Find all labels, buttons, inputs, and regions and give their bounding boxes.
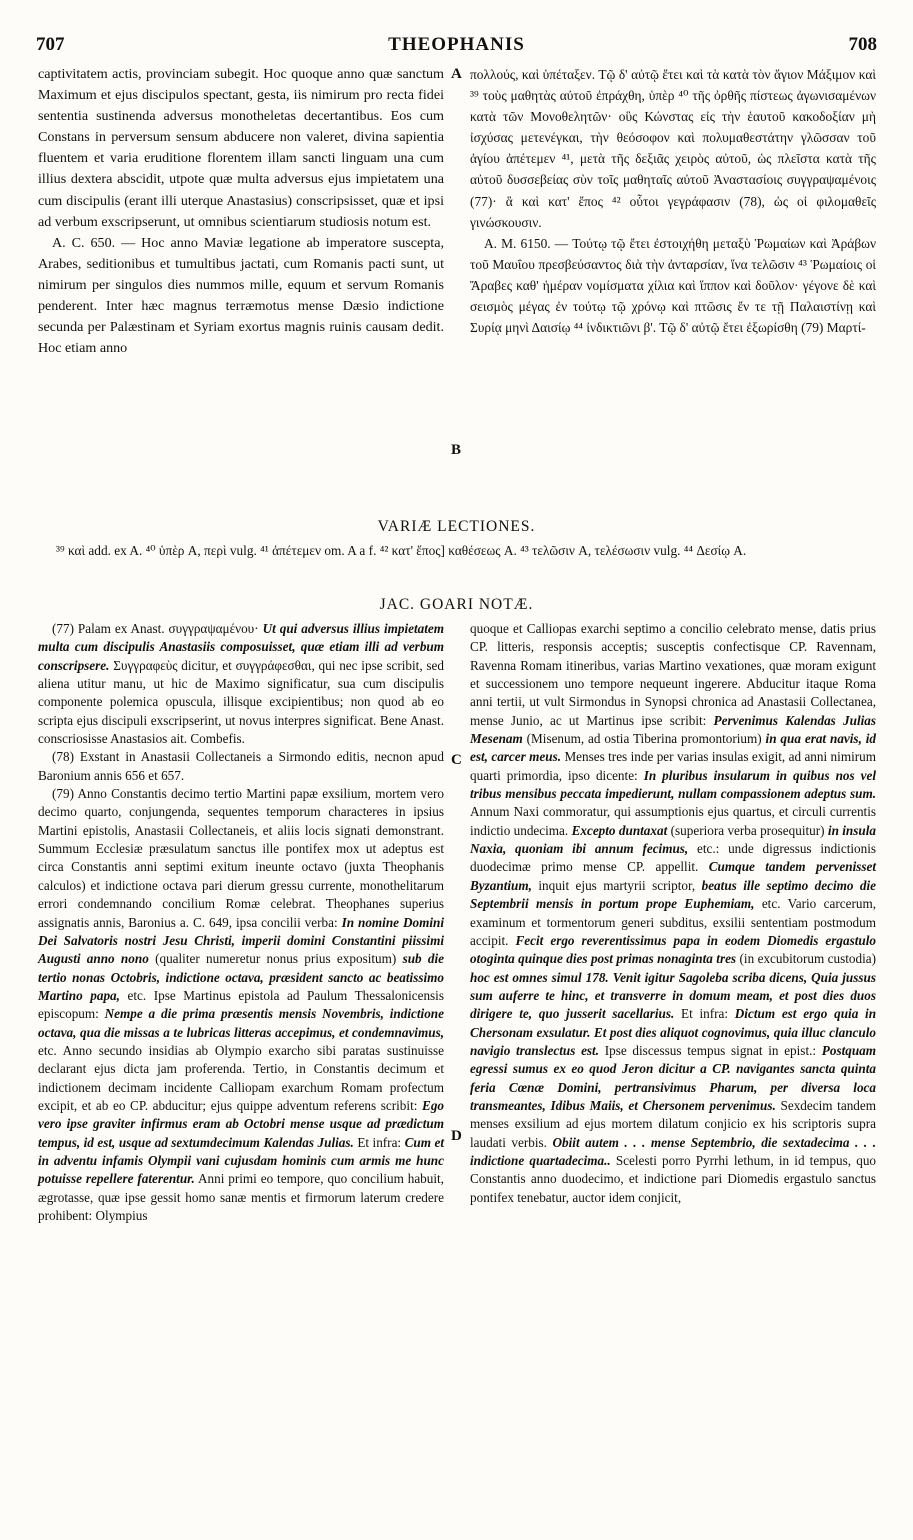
greek-paragraph-1: πολλούς, καὶ ὑπέταξεν. Τῷ δ' αὐτῷ ἔτει καὶ τὰ κατὰ τὸν ἅγιον Μάξιμον καὶ ³⁹ τοὺς μαθητὰς αὐτοῦ ἐπράχθη, ὑπὲρ ⁴⁰ τῆς ὀρθῆς πίστεως ἀγωνισαμένων κατὰ τῶν Μονοθελητῶν· οὓς Κώνστας εἰς τὴν ἑαυτοῦ κακοδοξίαν μὴ ἰσχύσας μετενέγκαι, τὴν θεόσοφον καὶ πολυμαθεστάτην γλῶσσαν τοῦ ἁγίου ἀπέτεμεν ⁴¹, μετὰ τῆς δεξιᾶς χειρὸς αὐτοῦ, ὡς πλεῖστα κατὰ τῆς αὐτοῦ δυσσεβείας σὺν τοῖς μαθηταῖς αὐτοῦ Ἀναστασίοις συγγραψαμένοις (77)· ἃ καὶ κατ' ἔπος ⁴² οὗτοι γεγράφασιν (78), ὡς οἱ φιλομαθεῖς γινώσκουσιν. [470,67,876,230]
margin-marker-d: D [451,1128,462,1144]
note-79-continued: quoque et Calliopas exarchi septimo a concilio celebrato mense, datis prius CP. litteris, responsis acceptis; susceptis confectisque CP. Ravennam, Ravenna Romam itineribus, varias Martino vexationes, quæ moram exigunt et successionem uno tempore nequeunt ingerere. Abducitur itaque Roma anni tertii, ut vult Sirmondus in Synopsi chronica ad Anastasii Collectanea, mense Junio, ac ut Martinus ipse scribit: Pervenimus Kalendas Julias Mesenam (Misenum, ad ostia Tiberina promontorium) in qua erat navis, id est, carcer meus. Menses tres inde per varias insulas exigit, ad anni nimirum quarti primordia, ipso dicente: In pluribus insularum in quibus nos vel tribus mensibus peccata impedierunt, nullam compassionem adeptus sum. Annum Naxi commoratur, qui assumptionis ejus quartus, et circuli currentis indictio undecima. Excepto duntaxat (superiora verba prosequitur) in insula Naxia, quoniam ibi annum fecimus, etc.: unde digressus indictionis duodecimæ primo mense CP. appellit. Cumque tandem pervenisset Byzantium, inquit ejus martyrii scriptor, beatus ille septimo decimo die Septembrii mensis in portum prope Euphemiam, etc. Vario carcerum, examinum et tormentorum generi subditus, exsilii sententiam postmodum accipit. Fecit ergo reverentissimus papa in eodem Diomedis ergastulo otoginta quinque dies post primas nonaginta tres (in excubitorum custodia) hoc est omnes simul 178. Venit igitur Sagoleba scriba dicens, Quia jussus sum auferre te hinc, et transverre in domum meam, et post dies duos dirigere te, quo jusserit sacellarius. Et infra: Dictum est ergo quia in Chersonam exsulatur. Et post dies aliquot cognovimus, quia illuc clanculo navigio translectus est. Ipse discessus tempus signat in epist.: Postquam egressi sumus ex eo quod Jeron dicitur a CP. navigantes sancta quinta feria Cœnæ Domini, pertransivimus Pharum, per diversa loca transmeantes, Idibus Maiis, et Chersonem pervenimus. Sexdecim tandem menses exsilium ad ejus mortem dilatum conjicio ex his scriptoris supra laudati verbis. Obiit autem . . . mense Septembrio, die sextadecima . . . indictione quartadecima.. Scelesti porro Pyrrhi lethum, in id tempus, quo Constantis anno duodecimo, et indictione pari Diomedis ergastulo sanctus pontifex tenebatur, auctor idem conjicit, [470,621,877,1205]
page-header [36,34,877,60]
running-title: THEOPHANIS [388,34,525,55]
latin-paragraph-1: captivitatem actis, provinciam subegit. Hoc quoque anno quæ sanctum Maximum et ejus discipulos spectant, gesta, iis nimirum pro recta fidei sententia sustinenda adversus monotheletas decertantibus. Eos cum Constans in perversum sensum abducere non valeret, divina sapientia fluentem et varia eruditione florentem illam sancti linguam una cum illius dextera abscidit, utpote quæ multa adversus ejus impietatem una cum discipulis (erant illi uterque Anastasius) conscripsisset, quæ et ipsi ad verbum exscripserunt, ut omnibus scientiarum studiosis notum est. [38,66,444,230]
note-77: (77) Palam ex Anast. συγγραψαμένου· Ut qui adversus illius impietatem multa cum discipulis Anastasiis composuisset, quæ etiam illi ad verbum conscripsere. Συγγραφεὺς dicitur, et συγγράφεσθαι, qui nec ipse scribit, sed aliena utitur manu, ut hic de Maximo significatur, sua cum discipulis componente polemica opuscula, illisque excipientibus; non quod ab eo scripta ejus discipuli exscripserint, ut novus interpres significat. Bene Anast. conscriosisse Anastasios ait. Combefis. [38,621,445,747]
notes-left-column [38,620,444,1225]
margin-marker-c: C [451,752,462,768]
note-78: (78) Exstant in Anastasii Collectaneis a Sirmondo editis, necnon apud Baronium annis 656 et 657. [38,749,444,783]
variae-lectiones-text: ³⁹ καὶ add. ex A. ⁴⁰ ὑπὲρ A, περὶ vulg. ⁴¹ ἀπέτεμεν om. A a f. ⁴² κατ' ἔπος] καθέσεως A. ⁴³ τελῶσιν A, τελέσωσιν vulg. ⁴⁴ Δεσίῳ A. [56,543,747,558]
greek-paragraph-2: A. M. 6150. — Τούτῳ τῷ ἔτει ἐστοιχήθη μεταξὺ Ῥωμαίων καὶ Ἀράβων τοῦ Μαυΐου πρεσβεύσαντος διὰ τὴν ἀνταρσίαν, ἵνα τελῶσιν ⁴³ Ῥωμαίοις οἱ Ἄραβες καθ' ἡμέραν νομίσματα χίλια καὶ ἵππον καὶ δοῦλον· γέγονε δὲ καὶ σεισμὸς μέγας ἐν τούτῳ τῷ χρόνῳ καὶ πτῶσις ἔν τε τῇ Παλαιστίνῃ καὶ Συρίᾳ μηνὶ Δαισίῳ ⁴⁴ ἰνδικτιῶνι β'. Τῷ δ' αὐτῷ ἔτει ἐξωρίσθη (79) Μαρτί- [470,235,876,336]
latin-column-top [38,64,444,359]
notes-title: JAC. GOARI NOTÆ. [379,596,534,613]
variae-lectiones-title: VARIÆ LECTIONES. [377,518,536,535]
note-79: (79) Anno Constantis decimo tertio Martini papæ exsilium, mortem vero decimo quarto, conjungenda, sequentes temporum characteres in ipsius Martini epistolis, Anastasii Collectaneis, et aliis locis signati demonstrant. Summum Ecclesiæ præsulatum sanctus ille pontifex mox ut adeptus est circa Constantis anni septimi exitum ineunte octavo (juxta Theophanis calculos) et indictione octava pari dierum gressu currente, monothelitarum errori condemnando concilium Romæ celebrat. Theophanes superius assignatis annis, Baronius a. C. 649, ipsa concilii verba: In nomine Domini Dei Salvatoris nostri Jesu Christi, imperii domini Constantini piissimi Augusti anno nono (qualiter numeretur nonus prius expositum) sub die tertio nonas Octobris, indictione octava, præsident sancto ac beatissimo Martino papa, etc. Ipse Martinus epistola ad Paulum Thessalonicensis episcopum: Nempe a die prima præsentis mensis Novembris, indictione octava, qua die missas a te lubricas litteras accepimus, et condemnavimus, etc. Anno secundo insidias ab Olympio exarcho sibi paratas sustinuisse declarant ejus dicta jam proferenda. Tertio, in Constantis decimum et indictionem decimam incidente Calliopam exarchum Romam profectum excipit, et ab eo CP. abducitur; ejus quippe adventum referens scribit: Ego vero ipse graviter infirmus eram ab Octobri mense usque ad prædictum tempus, id est, usque ad sextumdecimum Kalendas Julias. Et infra: Cum et in adventu infamis Olympii vani cujusdam hominis cum armis me hunc potuisse repellere faterentur. Anni primi eo tempore, quo concilium habuit, ægrotasse, quæ ipse gessit homo sanæ mentis et firmorum laterum credere prohibent: Olympius [38,786,445,1223]
margin-marker-a: A [451,66,462,82]
notes-right-column [470,620,876,1207]
margin-marker-b: B [451,442,462,458]
latin-paragraph-2: A. C. 650. — Hoc anno Maviæ legatione ab imperatore suscepta, Arabes, seditionibus et tumultibus jactati, cum Romanis pacti sunt, ut nimirum per singulos dies nummos mille, equum et servum Romanis penderent. Inter hæc magnus terræmotus mense Dæsio indictione secunda per Palæstinam et Syriam exortus magnis ruinis causam dedit. Hoc etiam anno [38,234,444,357]
greek-column-top [470,64,876,338]
left-page-number: 707 [36,34,65,55]
right-page-number: 708 [848,34,877,55]
